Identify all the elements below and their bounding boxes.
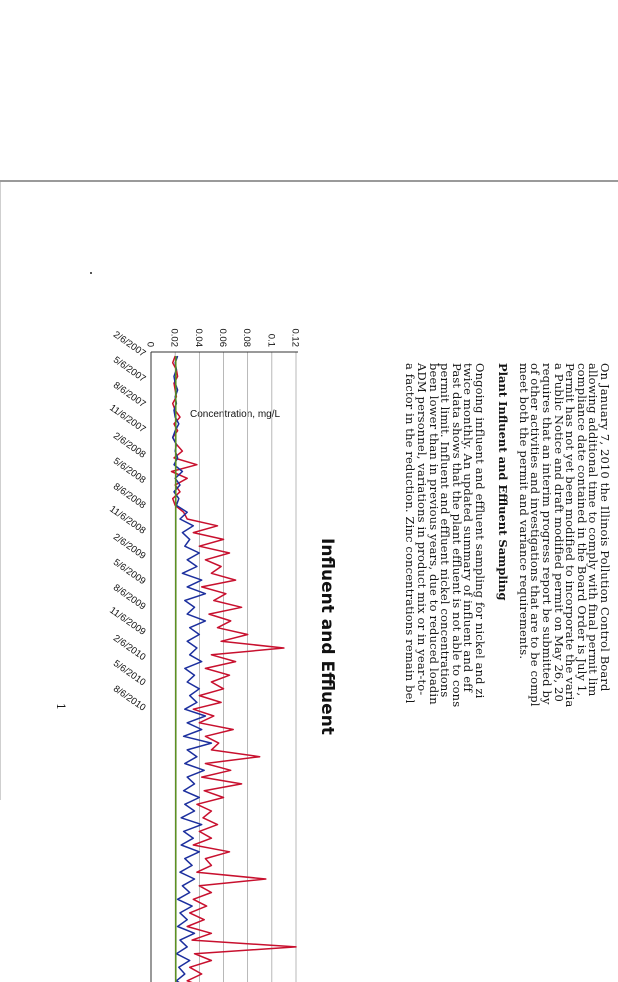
y-axis-title: Concentration, mg/L [190,409,281,420]
page-number: 1 [54,703,67,710]
x-tick-label: 5/6/2010 [110,658,148,689]
x-tick-label: 8/6/2010 [110,683,148,714]
x-tick-label: 2/6/2008 [110,430,148,461]
text-line: a Public Notice and draft modified permit on May 26, 20 [551,363,566,702]
section-heading: Plant Influent and Effluent Sampling [496,363,510,601]
x-tick-label: 11/6/2009 [107,604,148,638]
x-tick-label: 11/6/2007 [107,402,148,436]
x-tick-label: 8/6/2009 [110,582,148,613]
text-line: a factor in the reduction. Zinc concentrations remain bel [403,363,418,704]
text-line: of other activities and investigations that are to be compl [528,363,543,707]
rotated-page [0,182,618,982]
x-tick-label: 2/6/2009 [110,531,148,562]
x-tick-label: 8/6/2008 [110,481,148,512]
text-line: On January 7, 2010 the Illinois Pollution Control Board [598,363,612,692]
y-tick-label: 0.12 [289,328,301,347]
y-tick-label: 0.06 [217,328,228,347]
y-tick-label: 0 [144,341,156,347]
y-tick-label: 0.08 [241,328,253,347]
text-line: meet both the permit and variance requirements. [516,363,531,660]
x-tick-label: 5/6/2009 [110,556,148,588]
text-line: Past data shows that the plant effluent is not able to cons [449,363,464,708]
x-tick-label: 5/6/2007 [110,354,148,385]
text-line: allowing additional time to comply with final permit lim [586,363,601,697]
x-tick-label: 2/6/2010 [110,632,148,664]
text-line: Ongoing influent and effluent sampling for nickel and zi [473,363,487,699]
chart-title: Influent and Effluent [317,538,337,735]
text-line: requires that an interim progress report be submitted by [540,363,555,705]
series-line [172,356,297,982]
x-tick-label: 5/6/2008 [110,455,148,486]
blank-top-area [0,0,618,180]
text-line: twice monthly. An updated summary of influent and eff [461,363,476,692]
text-line: ADM personnel, variations in product mix or in year-to- [415,363,430,696]
text-line: compliance date contained in the Board Order is July 1, [574,363,589,697]
x-tick-label: 11/6/2008 [107,503,148,537]
text-line: been lower than in previous years, due to reduced loadin [426,363,441,705]
y-tick-label: 0.02 [168,328,180,347]
y-tick-label: 0.04 [192,328,204,347]
influent-effluent-chart [0,182,618,982]
text-line: permit limit. Influent and effluent nickel concentrations [438,363,453,698]
y-tick-label: 0.1 [265,333,277,347]
text-line: Permit has not yet been modified to incorporate the varia [563,363,578,708]
x-tick-label: 2/6/2007 [110,329,148,360]
x-tick-label: 8/6/2007 [110,379,148,411]
